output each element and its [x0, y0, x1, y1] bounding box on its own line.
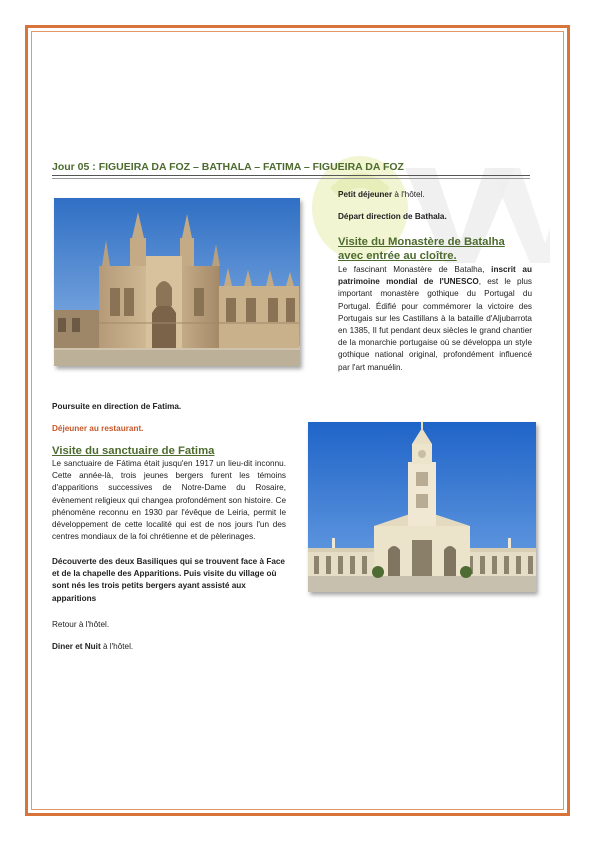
fatima-description: Le sanctuaire de Fátima était jusqu'en 1917 un lieu-dit inconnu. Cette année-là, trois jeunes bergers furent les témoins d'apparitions successives de Notre-Dame du Rosaire, évènement religieux qui changea profondément son histoire. Ce phénomène reconnu en 1930 par l'évêque de Leiria, permit le développement de cette localité qui est de nos jours l'un des centres mondiaux de la foi chrétienne et de pèlerinages.	[52, 459, 286, 542]
batalha-monastery-photo	[54, 198, 300, 366]
dinner-line: Diner et Nuit à l'hôtel.	[52, 642, 134, 651]
day-route: FIGUEIRA DA FOZ – BATHALA – FATIMA – FIGUEIRA DA FOZ	[98, 161, 404, 173]
title-divider-thin	[52, 178, 530, 179]
return-line: Retour à l'hôtel.	[52, 620, 110, 629]
lunch-line: Déjeuner au restaurant.	[52, 424, 144, 433]
fatima-sanctuary-photo	[308, 422, 536, 592]
continue-line: Poursuite en direction de Fatima.	[52, 402, 182, 411]
departure-line: Départ direction de Bathala.	[338, 212, 447, 221]
title-divider	[52, 175, 530, 176]
day-label: Jour 05 :	[52, 161, 96, 173]
fatima-heading: Visite du sanctuaire de Fatima	[52, 445, 215, 457]
batalha-heading-line2: avec entrée au cloître.	[338, 250, 457, 262]
breakfast-line: Petit déjeuner à l'hôtel.	[338, 190, 425, 199]
basilicas-paragraph: Découverte des deux Basiliques qui se trouvent face à Face et de la chapelle des Apparitions. Puis visite du village où sont nés les trois petits bergers ayant assisté aux apparitions	[52, 557, 285, 603]
batalha-description: Le fascinant Monastère de Batalha, inscrit au patrimoine mondial de l'UNESCO, est le plus important monastère gothique du Portugal du Portugal. Édifié pour commémorer la victoire des Portugais sur les Castillans à la bataille d'Aljubarrota en 1385, Il fut pendant deux siècles le grand chantier de la monarchie portugaise où se développa un style gothique national original, profondément influencé par l'art manuélin.	[338, 265, 532, 372]
day-title	[52, 161, 530, 173]
batalha-heading-line1: Visite du Monastère de Batalha	[338, 236, 505, 248]
